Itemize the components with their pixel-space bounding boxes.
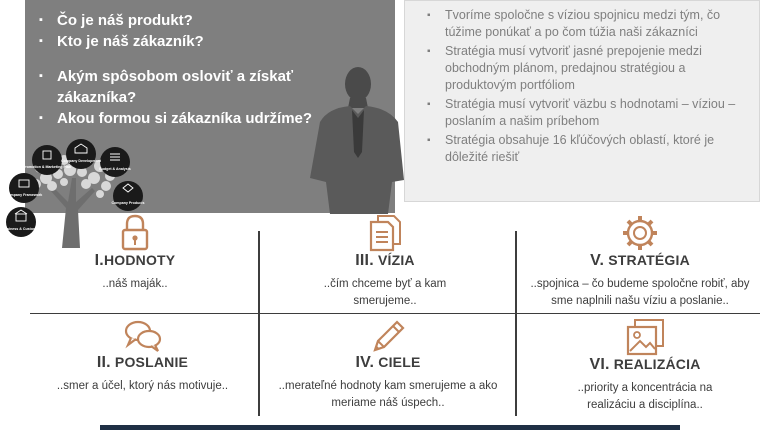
note-item: ▪ Stratégia musí vytvoriť väzbu s hodnotami – víziou – poslaním a našim príbehom <box>423 96 753 130</box>
cell-title: IV. CIELE <box>355 354 421 371</box>
question-item: ▪ Čo je náš produkt? <box>39 10 395 31</box>
grid-vertical-divider <box>515 231 517 416</box>
cell-description: ..priority a koncentrácia na realizáciu a disciplína.. <box>577 382 713 411</box>
images-icon <box>625 318 665 356</box>
person-silhouette-icon <box>300 62 410 214</box>
cell-description: ..merateľné hodnoty kam smerujeme a ako meriame náš úspech.. <box>278 380 498 409</box>
strategy-cell <box>520 214 760 310</box>
gear-icon <box>621 214 659 252</box>
document-icon <box>368 214 402 252</box>
grid-vertical-divider <box>258 231 260 416</box>
note-item: ▪ Stratégia obsahuje 16 kľúčových oblastí, ktoré je dôležité riešiť <box>423 132 753 166</box>
grid-horizontal-divider <box>30 313 760 314</box>
tree-label: Company Framework <box>5 193 43 197</box>
cell-title: II. POSLANIE <box>96 354 189 371</box>
cell-title: VI. REALIZÁCIA <box>589 356 701 373</box>
values-cell <box>45 214 225 293</box>
notes-box <box>404 0 760 202</box>
note-item: ▪ Stratégia musí vytvoriť jasné prepojenie medzi obchodným plánom, predajnou stratégiou a produktovým portfóliom <box>423 43 753 94</box>
cell-title: III. VÍZIA <box>355 252 415 269</box>
question-item: ▪ Kto je náš zákazník? <box>39 31 395 52</box>
tree-label: Company Development <box>61 159 101 163</box>
question-item: ▪ Akou formou si zákazníka udržíme? <box>39 108 395 129</box>
tree-label: Business & Customer <box>2 227 40 231</box>
question-item: ▪ Akým spôsobom osloviť a získať zákazníka? <box>39 66 327 108</box>
tree-label: Company Products <box>111 201 145 205</box>
realization-cell <box>540 318 750 414</box>
bottom-bar <box>100 425 680 430</box>
tree-label: Budget & Analysis <box>99 167 131 171</box>
cell-title: I.HODNOTY <box>94 252 176 269</box>
goals-cell <box>262 318 514 412</box>
pencil-icon <box>369 318 407 354</box>
cell-description: ..náš maják.. <box>102 278 168 290</box>
speech-bubbles-icon <box>123 318 163 354</box>
cell-description: ..spojnica – čo budeme spoločne robiť, aby sme naplnili našu víziu a poslanie.. <box>530 278 750 307</box>
mission-cell <box>30 318 255 395</box>
cell-description: ..smer a účel, ktorý nás motivuje.. <box>56 380 229 392</box>
note-item: ▪ Tvoríme spoločne s víziou spojnicu medzi tým, čo túžime ponúkať a po čom túžia naši zákazníci <box>423 7 753 41</box>
lock-icon <box>120 214 150 252</box>
tree-label: Promotion & Marketing Plan <box>22 165 72 169</box>
vision-cell <box>280 214 490 310</box>
cell-description: ..čím chceme byť a kam smerujeme.. <box>323 278 447 307</box>
cell-title: V. STRATÉGIA <box>590 252 690 269</box>
